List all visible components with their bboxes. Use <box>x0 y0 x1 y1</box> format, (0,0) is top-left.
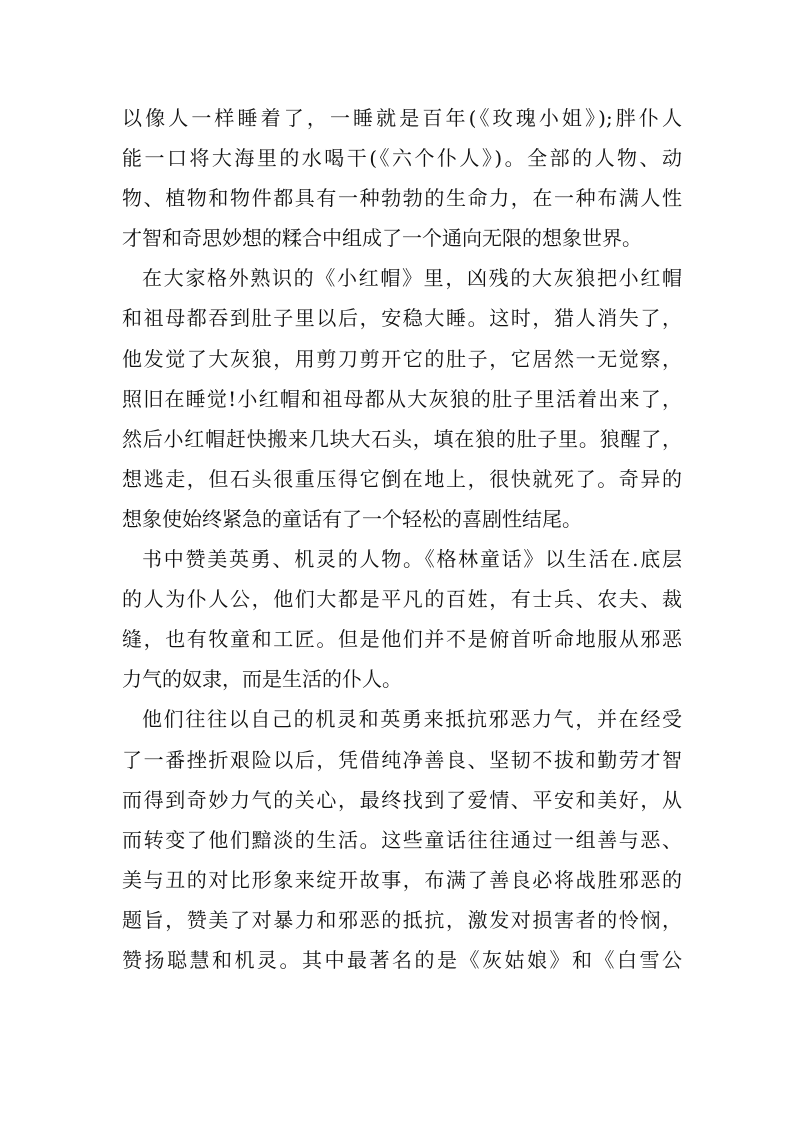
text-line: 想逃走，但石头很重压得它倒在地上，很快就死了。奇异的 <box>122 466 682 491</box>
text-line: 和祖母都吞到肚子里以后，安稳大睡。这时，猎人消失了， <box>122 306 682 331</box>
document-body <box>122 98 682 980</box>
text-line: 能一口将大海里的水喝干(《六个仆人》)。全部的人物、动 <box>122 146 682 171</box>
text-line: 他发觉了大灰狼，用剪刀剪开它的肚子，它居然一无觉察， <box>122 346 682 371</box>
text-line: 赞扬聪慧和机灵。其中最著名的是《灰姑娘》和《白雪公 <box>122 947 682 972</box>
paragraph <box>122 258 682 539</box>
text-line: 他们往往以自己的机灵和英勇来抵抗邪恶力气，并在经受 <box>142 707 682 732</box>
text-line: 题旨，赞美了对暴力和邪恶的抵抗，激发对损害者的怜悯， <box>122 907 682 932</box>
text-line: 以像人一样睡着了，一睡就是百年(《玫瑰小姐》);胖仆人 <box>122 106 682 130</box>
text-line: 缝，也有牧童和工匠。但是他们并不是俯首听命地服从邪恶 <box>122 627 682 652</box>
text-line: 才智和奇思妙想的糅合中组成了一个通向无限的想象世界。 <box>122 226 642 251</box>
text-line: 了一番挫折艰险以后，凭借纯净善良、坚韧不拔和勤劳才智 <box>122 747 682 772</box>
text-line: 力气的奴隶，而是生活的仆人。 <box>122 667 402 692</box>
text-line: 书中赞美英勇、机灵的人物。《格林童话》以生活在.底层 <box>142 547 682 572</box>
paragraph <box>122 98 682 258</box>
text-line: 的人为仆人公，他们大都是平凡的百姓，有士兵、农夫、裁 <box>122 587 682 612</box>
text-line: 美与丑的对比形象来绽开故事，布满了善良必将战胜邪恶的 <box>122 867 682 892</box>
paragraph <box>122 539 682 699</box>
text-line: 想象使始终紧急的童话有了一个轻松的喜剧性结尾。 <box>122 506 582 531</box>
text-line: 物、植物和物件都具有一种勃勃的生命力，在一种布满人性 <box>122 186 682 211</box>
text-line: 在大家格外熟识的《小红帽》里，凶残的大灰狼把小红帽 <box>142 266 682 291</box>
text-line: 而转变了他们黯淡的生活。这些童话往往通过一组善与恶、 <box>122 827 682 852</box>
text-line: 然后小红帽赶快搬来几块大石头，填在狼的肚子里。狼醒了， <box>122 426 682 451</box>
paragraph <box>122 699 682 980</box>
text-line: 而得到奇妙力气的关心，最终找到了爱情、平安和美好，从 <box>122 787 682 812</box>
text-line: 照旧在睡觉!小红帽和祖母都从大灰狼的肚子里活着出来了， <box>122 386 682 411</box>
